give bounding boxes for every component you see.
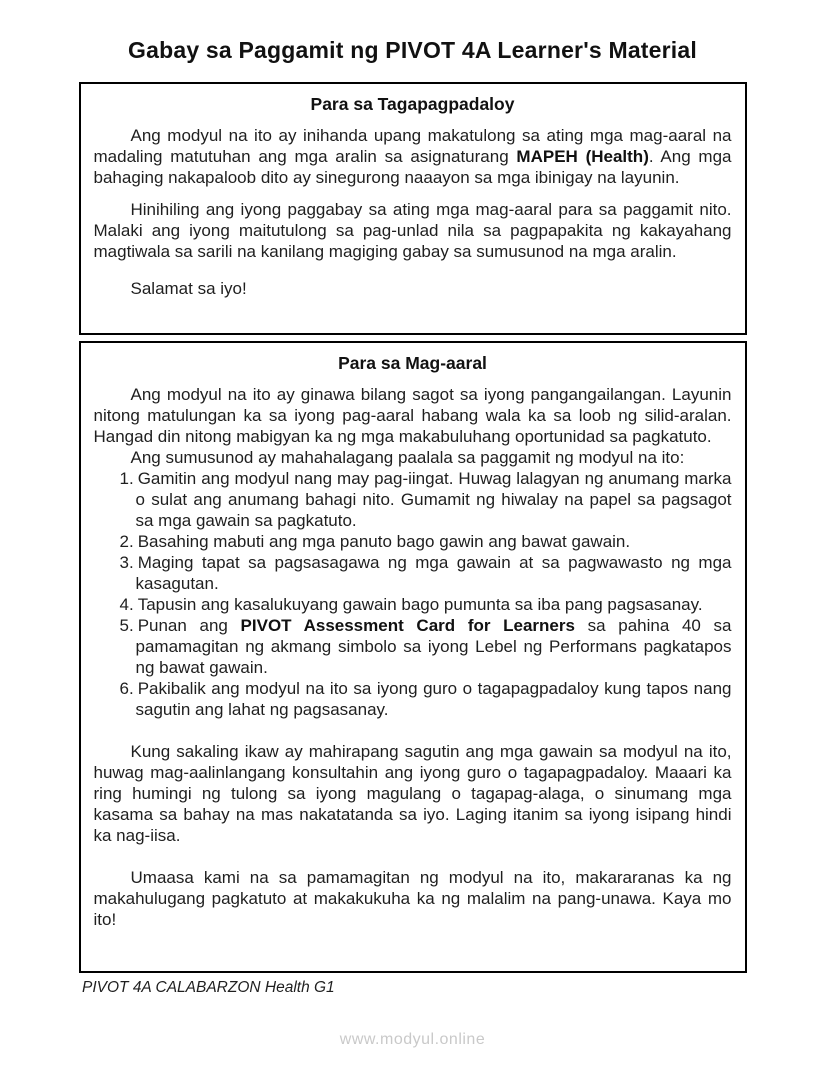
reminder-number-5: 5. <box>119 616 134 635</box>
learner-section <box>79 341 747 973</box>
reminder-text-5-post: sa pahina 40 sa pamamagitan ng akmang simbolo sa iyong Lebel ng Performans pagkatapos ng bawat gawain. <box>135 616 732 677</box>
reminder-item-2 <box>115 531 732 552</box>
page-title: Gabay sa Paggamit ng PIVOT 4A Learner's Material <box>128 37 697 63</box>
reminder-text-4: Tapusin ang kasalukuyang gawain bago pumunta sa iba pang pagsasanay. <box>137 595 703 614</box>
reminder-number-1: 1. <box>119 469 134 488</box>
learner-paragraph-2: Ang sumusunod ay mahahalagang paalala sa paggamit ng modyul na ito: <box>130 448 685 467</box>
reminders-list <box>94 468 732 720</box>
reminder-number-4: 4. <box>119 595 134 614</box>
facilitator-section <box>79 82 747 335</box>
reminder-text-5-pre: Punan ang <box>137 616 241 635</box>
facilitator-closing: Salamat sa iyo! <box>130 279 247 298</box>
reminder-item-6 <box>115 678 732 720</box>
reminder-number-2: 2. <box>119 532 134 551</box>
learner-paragraph-4: Umaasa kami na sa pamamagitan ng modyul na ito, makararanas ka ng makahulugang pagkatuto at makakukuha ka ng malalim na pang-unawa. Kaya mo ito! <box>93 868 732 929</box>
reminder-text-1: Gamitin ang modyul nang may pag-iingat. Huwag lalagyan ng anumang marka o sulat ang anumang bahagi nito. Gumamit ng hiwalay na papel sa pagsagot sa mga gawain sa pagkatuto. <box>135 469 732 530</box>
facilitator-paragraph-2: Hinihiling ang iyong paggabay sa ating mga mag-aaral para sa paggamit nito. Malaki ang iyong maitutulong sa pag-unlad nila sa pagpapakita ng kakayahang magtiwala sa sarili na kanilang magiging gabay sa sumusunod na mga aralin. <box>93 200 732 261</box>
learner-paragraph-1: Ang modyul na ito ay ginawa bilang sagot sa iyong pangangailangan. Layunin nitong matulungan ka sa iyong pag-aaral habang wala ka sa loob ng silid-aralan. Hangad din nitong mabigyan ka ng mga makabuluhang oportunidad sa pagkatuto. <box>93 385 732 446</box>
reminder-text-2: Basahing mabuti ang mga panuto bago gawin ang bawat gawain. <box>137 532 631 551</box>
page-footer: PIVOT 4A CALABARZON Health G1 <box>82 979 335 996</box>
facilitator-paragraph-1-post: . Ang mga bahaging nakapaloob dito ay sinegurong naaayon sa mga ibinigay na layunin. <box>93 147 732 187</box>
reminder-text-3: Maging tapat sa pagsasagawa ng mga gawain at sa pagwawasto ng mga kasagutan. <box>135 553 732 593</box>
watermark: www.modyul.online <box>339 1031 486 1048</box>
facilitator-paragraph-1-bold: MAPEH (Health) <box>516 147 649 166</box>
reminder-item-1 <box>115 468 732 531</box>
reminder-text-5-bold: PIVOT Assessment Card for Learners <box>240 616 575 635</box>
reminder-number-6: 6. <box>119 679 134 698</box>
reminder-item-3 <box>115 552 732 594</box>
facilitator-paragraph-1 <box>94 125 732 188</box>
reminder-item-4 <box>115 594 732 615</box>
reminder-text-6: Pakibalik ang modyul na ito sa iyong guro o tagapagpadaloy kung tapos nang sagutin ang lahat ng pagsasanay. <box>135 679 732 719</box>
learner-paragraph-3: Kung sakaling ikaw ay mahirapang sagutin ang mga gawain sa modyul na ito, huwag mag-aalinlangang konsultahin ang iyong guro o tagapagpadaloy. Maaari ka ring humingi ng tulong sa iyong magulang o tagapag-alaga, o sinumang mga kasama sa bahay na mas nakatatanda sa iyo. Laging itanim sa iyong isipang hindi ka nag-iisa. <box>93 742 732 845</box>
facilitator-heading: Para sa Tagapagpadaloy <box>310 94 515 114</box>
learner-heading: Para sa Mag-aaral <box>338 353 487 373</box>
reminder-number-3: 3. <box>119 553 134 572</box>
facilitator-paragraph-1-pre: Ang modyul na ito ay inihanda upang makatulong sa ating mga mag-aaral na madaling matutuhan ang mga aralin sa asignaturang <box>93 126 732 166</box>
reminder-item-5 <box>115 615 732 678</box>
